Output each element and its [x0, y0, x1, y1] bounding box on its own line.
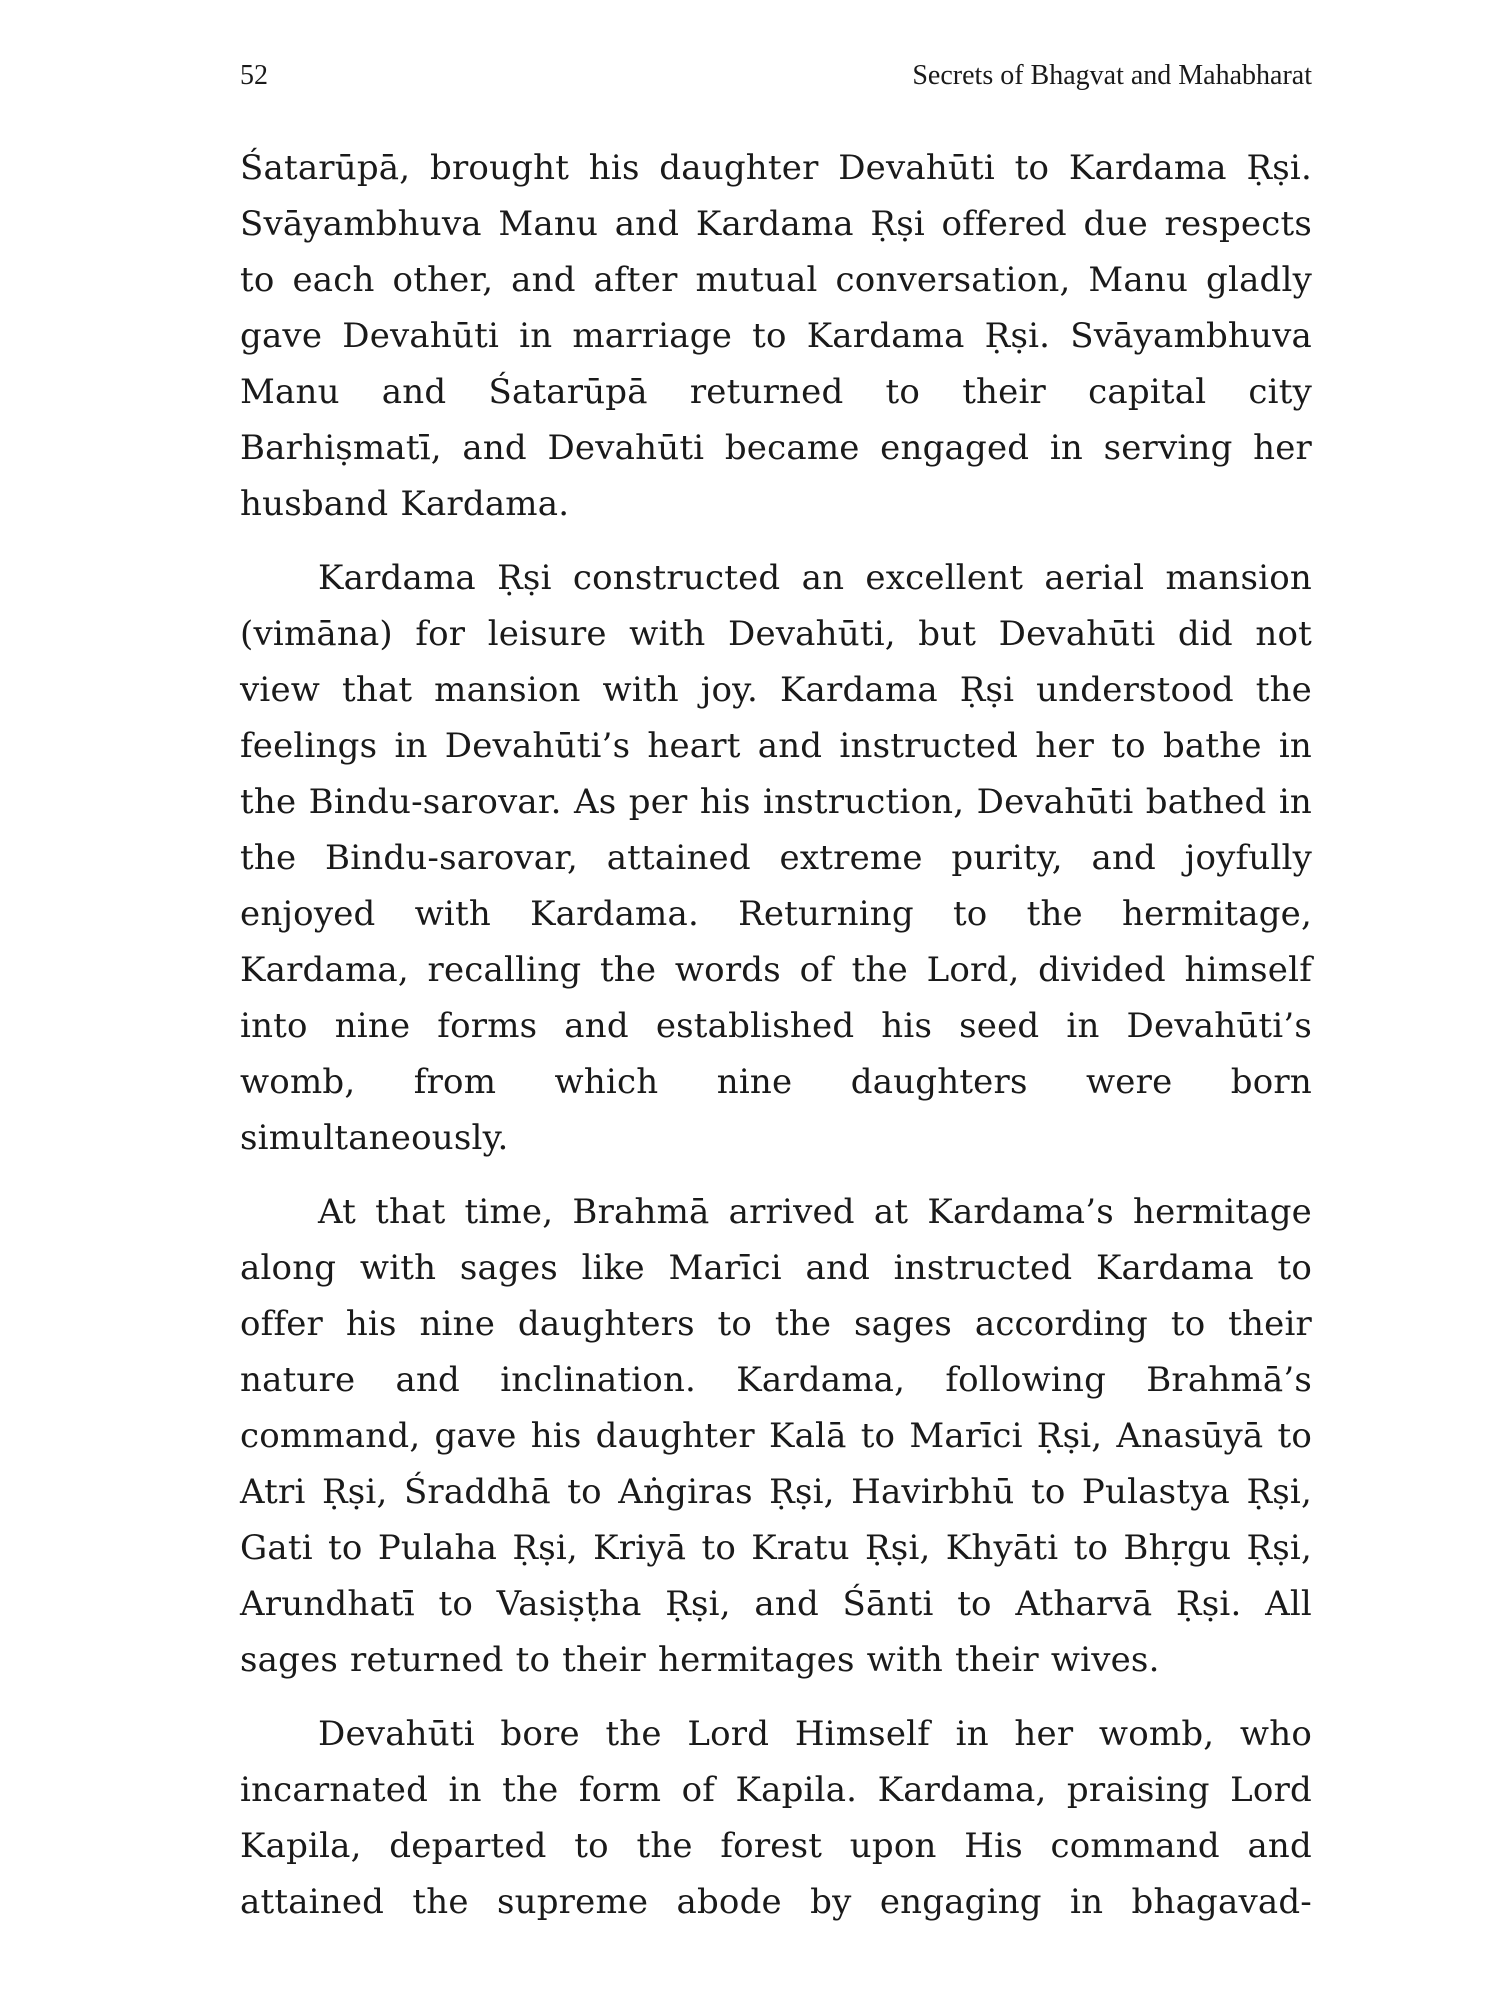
page-header [240, 56, 1312, 96]
paragraph: Śatarūpā, brought his daughter Devahūti to Kardama Ṛṣi. Svāyambhuva Manu and Kardama Ṛṣi offered due respects to each other, and after mutual conversation, Manu gladly gave Devahūti in marriage to Kardama Ṛṣi. Svāyambhuva Manu and Śatarūpā returned to their capital city Barhiṣmatī, and Devahūti became engaged in serving her husband Kardama. [240, 148, 1312, 524]
body-text [240, 140, 1312, 1948]
paragraph: At that time, Brahmā arrived at Kardama’s hermitage along with sages like Marīci and instructed Kardama to offer his nine daughters to the sages according to their nature and inclination. Kardama, following Brahmā’s command, gave his daughter Kalā to Marīci Ṛṣi, Anasūyā to Atri Ṛṣi, Śraddhā to Aṅgiras Ṛṣi, Havirbhū to Pulastya Ṛṣi, Gati to Pulaha Ṛṣi, Kriyā to Kratu Ṛṣi, Khyāti to Bhṛgu Ṛṣi, Arundhatī to Vasiṣṭha Ṛṣi, and Śānti to Atharvā Ṛṣi. All sages returned to their hermitages with their wives. [240, 1192, 1312, 1680]
page-number: 52 [240, 60, 268, 91]
paragraph: Kardama Ṛṣi constructed an excellent aerial mansion (vimāna) for leisure with Devahūti, but Devahūti did not view that mansion with joy. Kardama Ṛṣi understood the feelings in Devahūti’s heart and instructed her to bathe in the Bindu-sarovar. As per his instruction, Devahūti bathed in the Bindu-sarovar, attained extreme purity, and joyfully enjoyed with Kardama. Returning to the hermitage, Kardama, recalling the words of the Lord, divided himself into nine forms and established his seed in Devahūti’s womb, from which nine daughters were born simultaneously. [240, 558, 1312, 1158]
paragraph: Devahūti bore the Lord Himself in her womb, who incarnated in the form of Kapila. Kardama, praising Lord Kapila, departed to the forest upon His command and attained the supreme abode by engaging in bhagavad- [240, 1714, 1312, 1922]
running-title: Secrets of Bhagvat and Mahabharat [912, 60, 1312, 91]
